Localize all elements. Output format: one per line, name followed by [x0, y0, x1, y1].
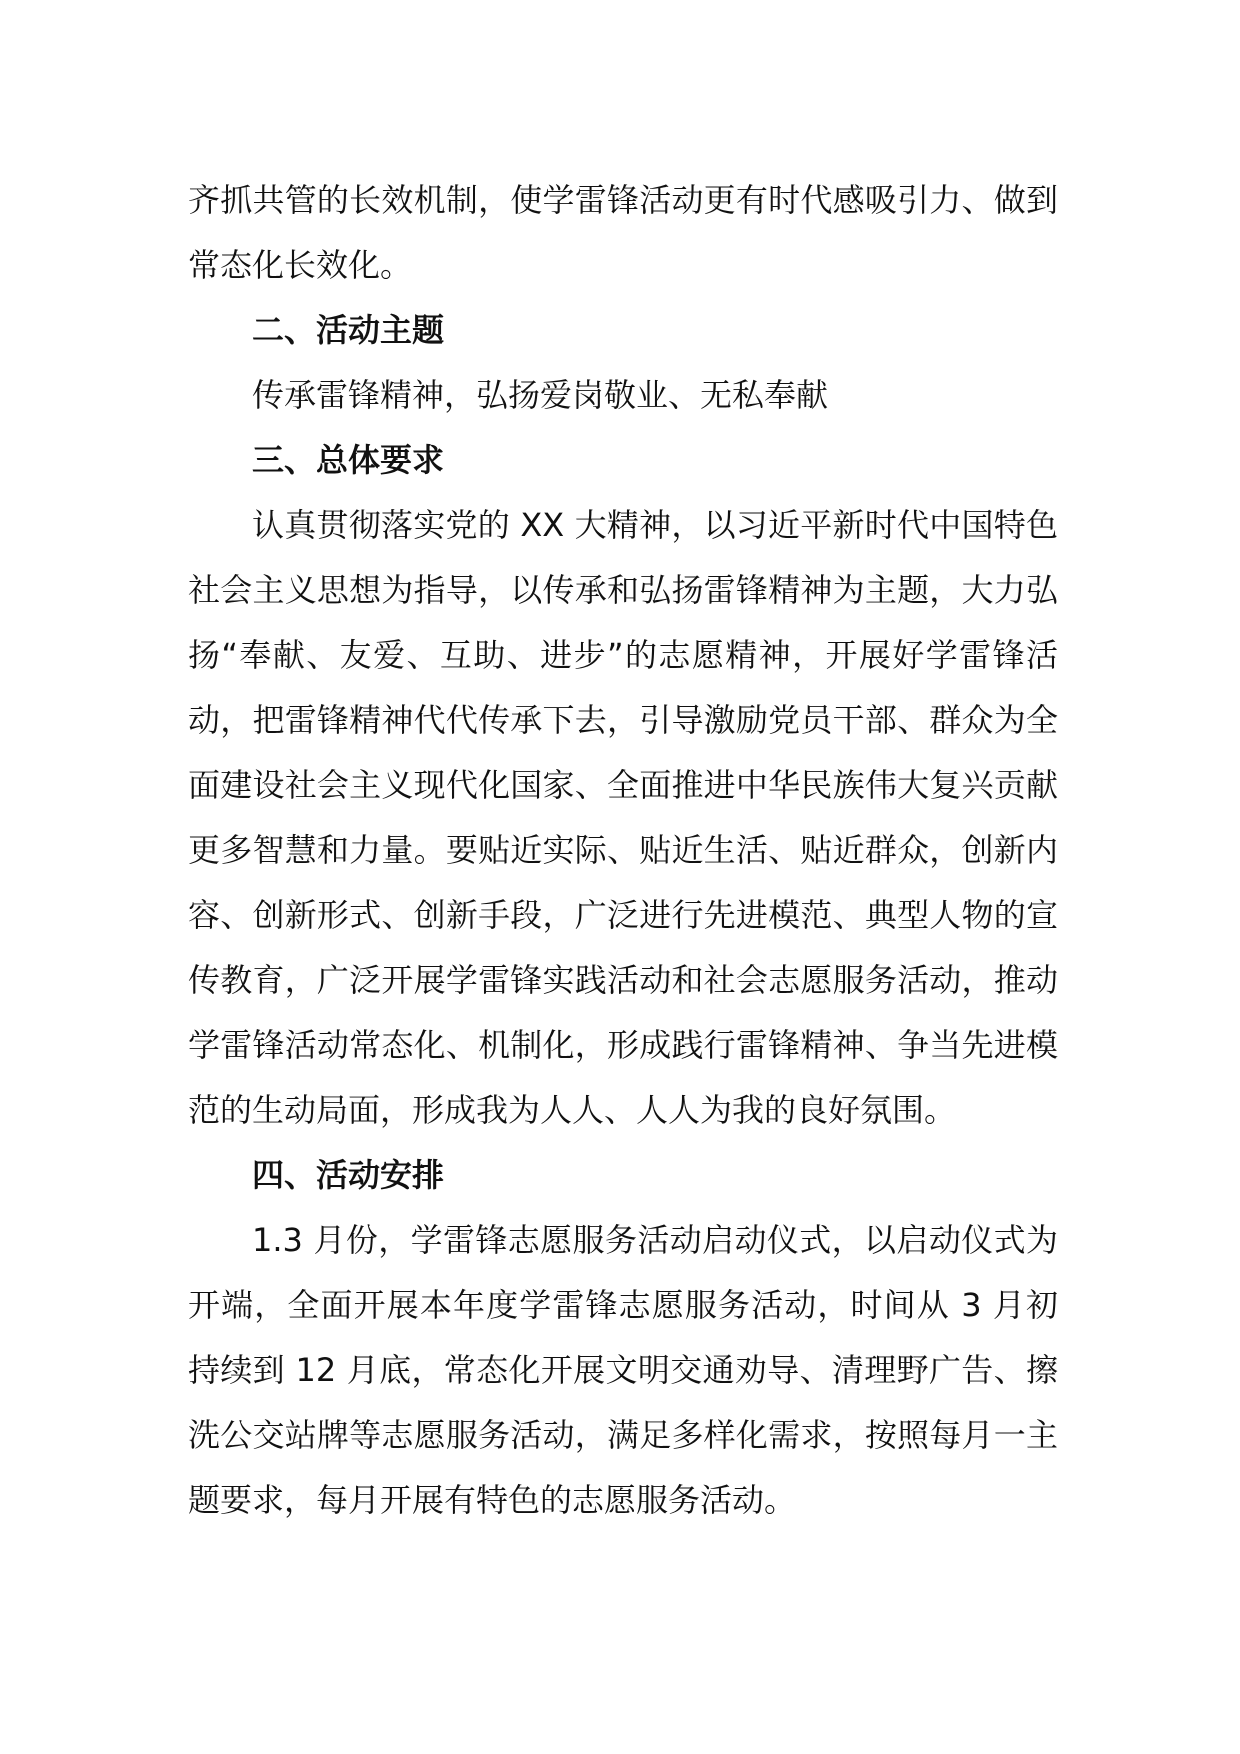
section-heading-theme: 二、活动主题: [252, 311, 445, 349]
document-page: [188, 168, 1058, 1533]
paragraph-requirements: 认真贯彻落实党的 XX 大精神，以习近平新时代中国特色社会主义思想为指导，以传承和弘扬雷锋精神为主题，大力弘扬“奉献、友爱、互助、进步”的志愿精神，开展好学雷锋活动，把雷锋精神代代传承下去，引导激励党员干部、群众为全面建设社会主义现代化国家、全面推进中华民族伟大复兴贡献更多智慧和力量。要贴近实际、贴近生活、贴近群众，创新内容、创新形式、创新手段，广泛进行先进模范、典型人物的宣传教育，广泛开展学雷锋实践活动和社会志愿服务活动，推动学雷锋活动常态化、机制化，形成践行雷锋精神、争当先进模范的生动局面，形成我为人人、人人为我的良好氛围。: [188, 506, 1058, 1129]
paragraph-schedule-item-1: 1.3 月份，学雷锋志愿服务活动启动仪式，以启动仪式为开端，全面开展本年度学雷锋志愿服务活动，时间从 3 月初持续到 12 月底，常态化开展文明交通劝导、清理野广告、擦洗公交站牌等志愿服务活动，满足多样化需求，按照每月一主题要求，每月开展有特色的志愿服务活动。: [188, 1221, 1058, 1519]
section-heading-requirements: 三、总体要求: [252, 441, 445, 479]
section-heading-schedule: 四、活动安排: [252, 1156, 445, 1194]
paragraph-theme: 传承雷锋精神，弘扬爱岗敬业、无私奉献: [252, 376, 829, 414]
paragraph-intro: 齐抓共管的长效机制，使学雷锋活动更有时代感吸引力、做到常态化长效化。: [188, 181, 1058, 284]
